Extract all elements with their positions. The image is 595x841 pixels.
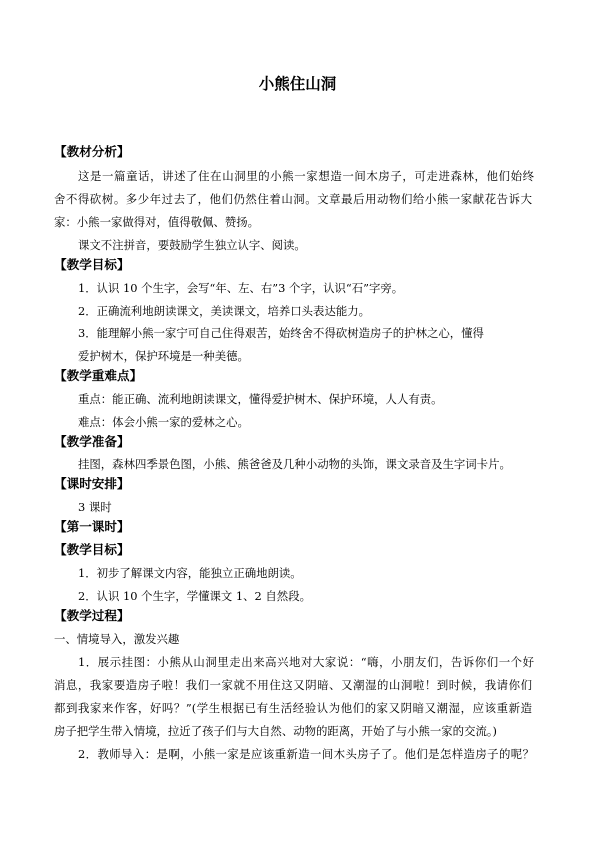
goal-item-3-line-1: 3．能理解小熊一家宁可自己住得艰苦，始终舍不得砍树造房子的护林之心，懂得 (78, 326, 484, 340)
schedule-text: 3 课时 (78, 500, 112, 514)
goal-item-1: 1．认识 10 个生字，会写“年、左、右”3 个字，认识“石”字旁。 (78, 281, 404, 295)
process-step-1-line-1: 1．展示挂图：小熊从山洞里走出来高兴地对大家说：“嗨，小朋友们，告诉你们一个好 (78, 655, 534, 669)
process-step-1-line-3: 都到我家来作客，好吗？”(学生根据已有生活经验认为他们的家又阴暗又潮湿，应该重新造 (54, 701, 532, 715)
heading-schedule: 【课时安排】 (54, 476, 130, 491)
goal-item-2: 2．正确流利地朗读课文，美读课文，培养口头表达能力。 (78, 304, 371, 318)
preparation-text: 挂图，森林四季景色图，小熊、熊爸爸及几种小动物的头饰，课文录音及生字词卡片。 (78, 457, 511, 471)
heading-preparation: 【教学准备】 (54, 434, 130, 449)
analysis-line-1: 这是一篇童话，讲述了住在山洞里的小熊一家想造一间木房子，可走进森林，他们始终 (78, 169, 534, 183)
heading-lesson-1: 【第一课时】 (54, 519, 130, 534)
lesson-1-goal-item-1: 1．初步了解课文内容，能独立正确地朗读。 (78, 566, 302, 580)
goal-item-3-line-2: 爱护树木，保护环境是一种美德。 (78, 349, 249, 363)
document-title: 小熊住山洞 (258, 75, 337, 93)
analysis-line-3: 家：小熊一家做得对，值得敬佩、赞扬。 (54, 215, 260, 229)
key-point: 重点：能正确、流利地朗读课文，懂得爱护树木、保护环境，人人有责。 (78, 392, 443, 406)
process-step-2-line-1: 2．教师导入：是啊，小熊一家是应该重新造一间木头房子了。他们是怎样造房子的呢？ (78, 747, 534, 761)
analysis-paragraph-2: 课文不注拼音，要鼓励学生独立认字、阅读。 (78, 238, 306, 252)
process-step-1-line-4: 房子把学生带入情境，拉近了孩子们与大自然、动物的距离，开始了与小熊一家的交流。) (54, 724, 497, 738)
heading-lesson-1-goals: 【教学目标】 (54, 542, 130, 557)
heading-process: 【教学过程】 (54, 608, 130, 623)
process-step-1-line-2: 消息，我家要造房子啦！我们一家就不用住这又阴暗、又潮湿的山洞啦！到时候，我请你们 (54, 678, 532, 692)
difficult-point: 难点：体会小熊一家的爱林之心。 (78, 415, 249, 429)
analysis-line-2: 舍不得砍树。多少年过去了，他们仍然住着山洞。文章最后用动物们给小熊一家献花告诉大 (54, 192, 532, 206)
process-subheading-1: 一、情境导入，激发兴趣 (54, 632, 180, 646)
lesson-1-goal-item-2: 2．认识 10 个生字，学懂课文 1、2 自然段。 (78, 589, 311, 603)
heading-key-points: 【教学重难点】 (54, 368, 143, 383)
heading-goals: 【教学目标】 (54, 257, 130, 272)
heading-analysis: 【教材分析】 (54, 144, 130, 159)
